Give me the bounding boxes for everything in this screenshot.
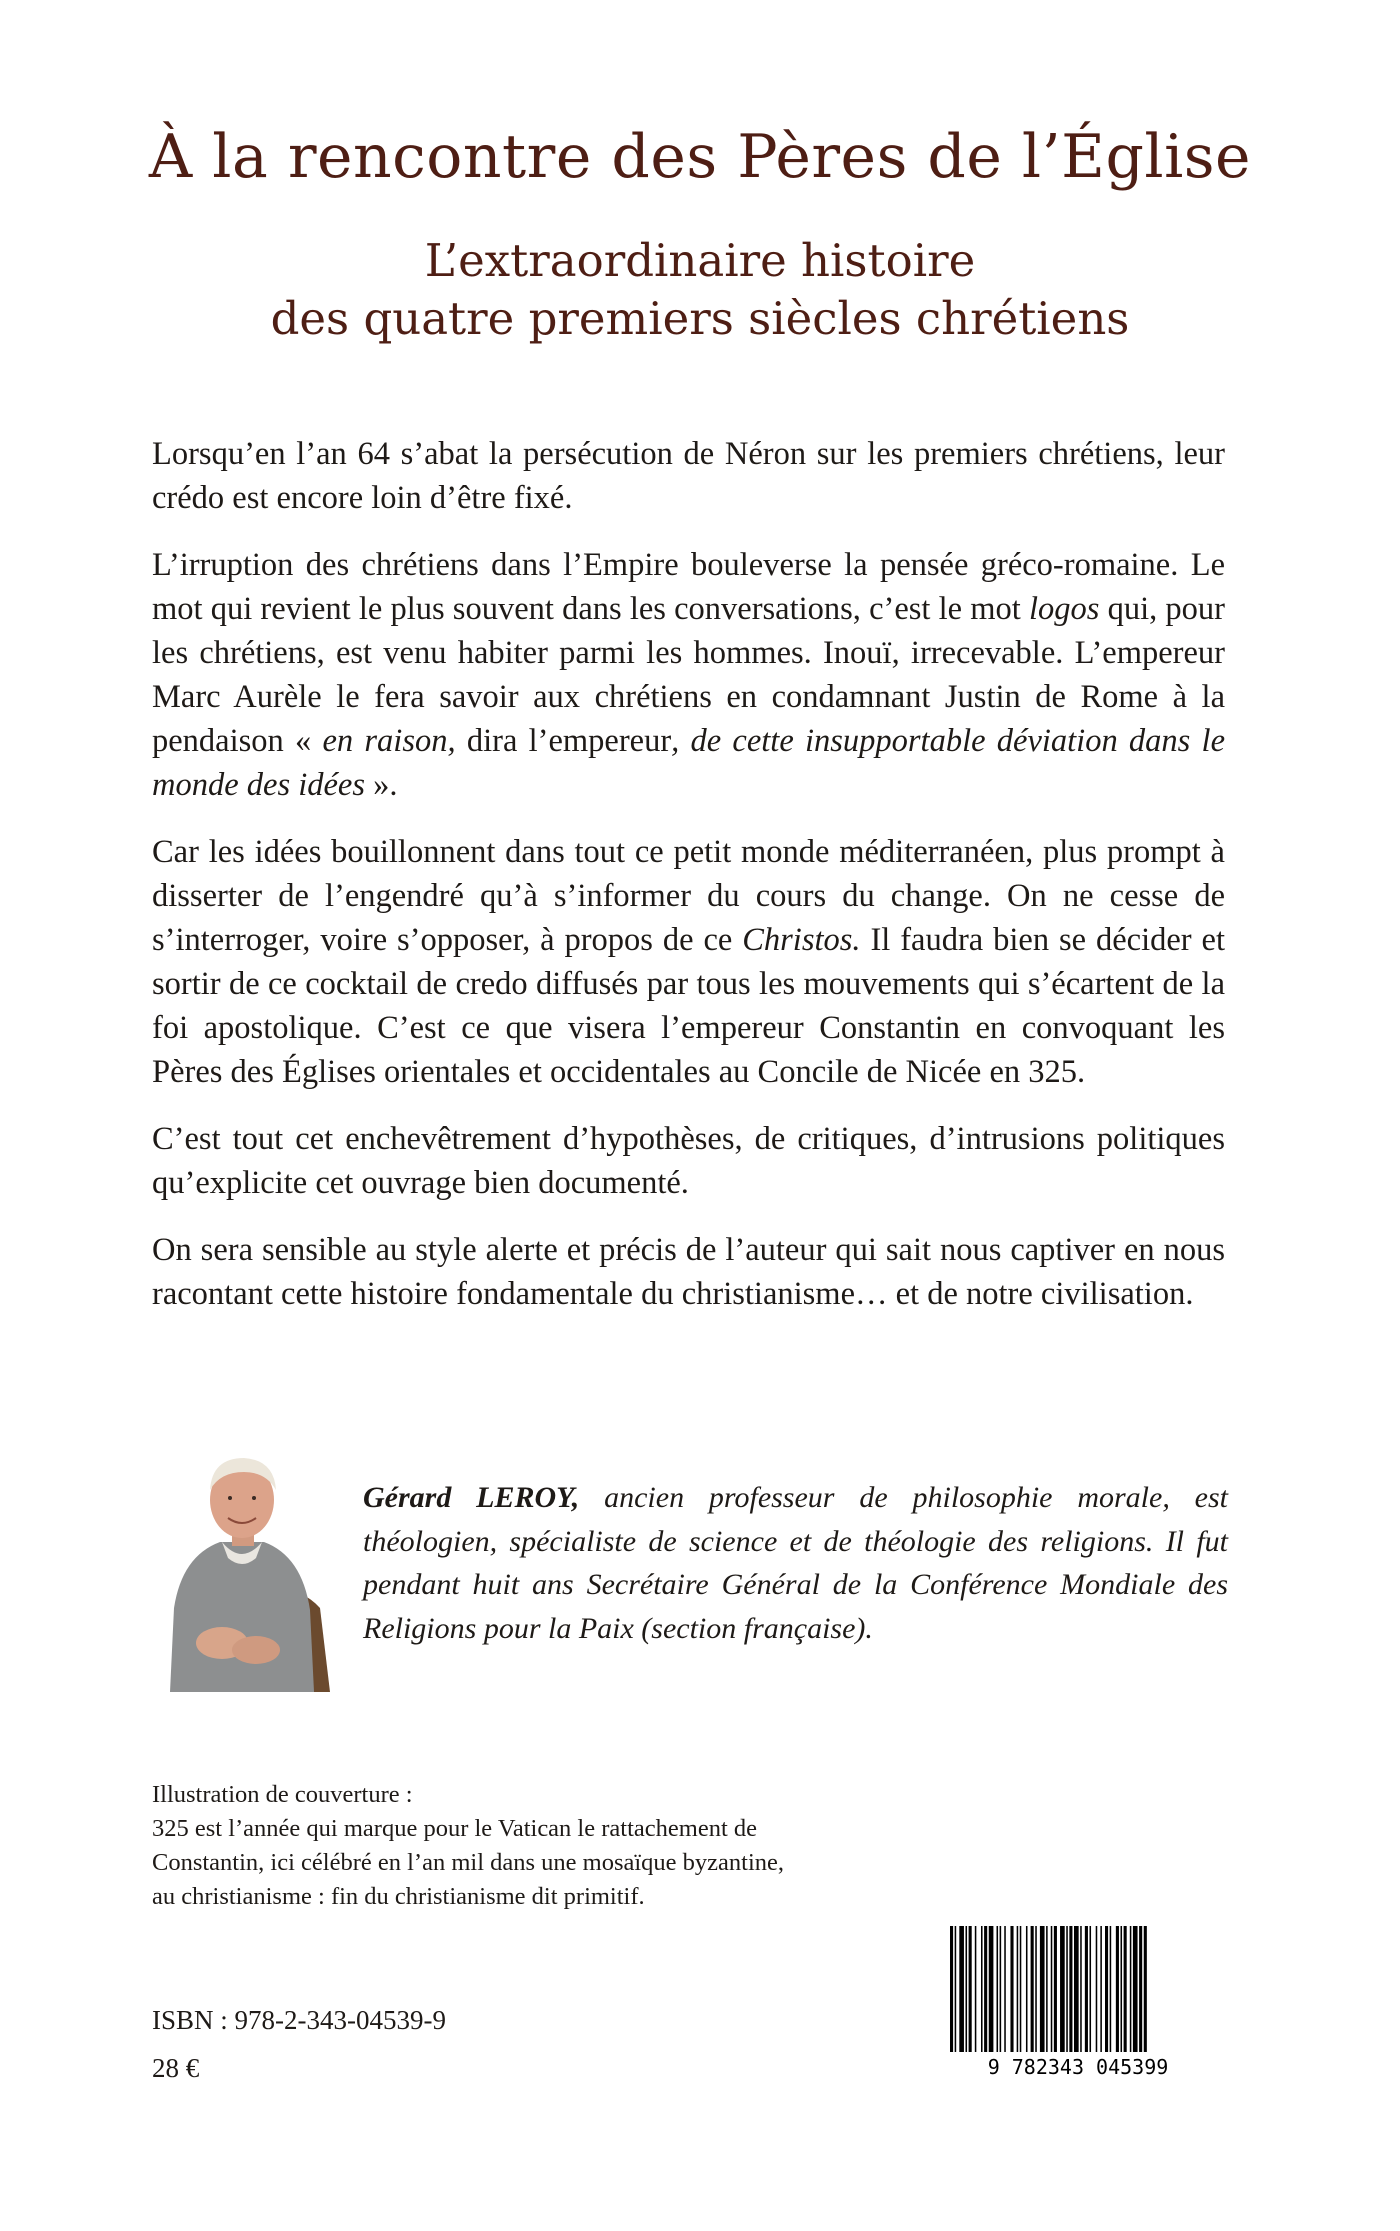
barcode-bar <box>966 1926 968 2052</box>
barcode-bar <box>1000 1926 1002 2052</box>
barcode-bar <box>1139 1926 1142 2052</box>
barcode-bar <box>1080 1926 1082 2052</box>
p2-part-c: dira l’empereur <box>455 723 672 759</box>
barcode-bar <box>1017 1926 1019 2052</box>
barcode-bar <box>997 1926 999 2052</box>
barcode-bar <box>1100 1926 1102 2052</box>
barcode-bar <box>955 1926 957 2052</box>
barcode-bar <box>1020 1926 1022 2052</box>
barcode-bar <box>1054 1926 1057 2052</box>
barcode-bar <box>1004 1926 1006 2052</box>
barcode-bar <box>1051 1926 1053 2052</box>
barcode-bar <box>1010 1926 1013 2052</box>
barcode-bar <box>1121 1926 1123 2052</box>
barcode-bar <box>989 1926 994 2052</box>
blurb-paragraph-5: On sera sensible au style alerte et précis de l’auteur qui sait nous captiver en nous racontant cette histoire fondamentale du christianisme… et de notre civilisation. <box>152 1232 1225 1312</box>
author-photo <box>152 1438 336 1692</box>
logos-term: logos <box>1028 591 1100 627</box>
p2-part-d: ». <box>365 767 398 803</box>
barcode-bar <box>1060 1926 1065 2052</box>
author-bio-text: ancien professeur de philosophie morale, est théologien, spécialiste de science et de théologie des religions. Il fut pendant huit ans Secrétaire Général de la Conférence Mondiale des Religions pour la Paix (section française). <box>363 1481 1228 1645</box>
subtitle-line-2: des quatre premiers siècles chrétiens <box>270 292 1130 345</box>
barcode-bar <box>1110 1926 1112 2052</box>
blurb-paragraph-1: Lorsqu’en l’an 64 s’abat la persécution de Néron sur les premiers chrétiens, leur crédo est encore loin d’être fixé. <box>152 436 1225 516</box>
barcode-bar <box>1096 1926 1098 2052</box>
barcode-bar <box>959 1926 964 2052</box>
isbn: ISBN : 978-2-343-04539-9 <box>152 2005 446 2035</box>
barcode-bar <box>1105 1926 1108 2052</box>
p2-part-b: qui, pour les chrétiens, est venu habiter parmi les hommes. Inouï, irrecevable. L’empereur Marc Aurèle le fera savoir aux chrétiens en condamnant Justin de Rome à la pendaison « <box>152 591 1225 759</box>
barcode-bar <box>1035 1926 1037 2052</box>
barcode <box>946 1924 1210 2080</box>
barcode-bar <box>1031 1926 1034 2052</box>
barcode-bar <box>981 1926 983 2052</box>
blurb-paragraph-4: C’est tout cet enchevêtrement d’hypothèses, de critiques, d’intrusions politiques qu’explicite cet ouvrage bien documenté. <box>152 1121 1225 1201</box>
barcode-bar <box>984 1926 987 2052</box>
barcode-bar <box>1116 1926 1119 2052</box>
barcode-bar <box>1085 1926 1088 2052</box>
blurb-paragraph-3 <box>152 830 1225 1094</box>
barcode-bar <box>1040 1926 1045 2052</box>
barcode-bar <box>950 1926 953 2052</box>
christos-term: Christos. <box>742 922 861 958</box>
subtitle-line-1: L’extraordinaire histoire <box>424 234 976 287</box>
barcode-bar <box>1133 1926 1138 2052</box>
barcode-bar <box>969 1926 972 2052</box>
barcode-bar <box>1074 1926 1079 2052</box>
author-name: Gérard LEROY, <box>363 1481 580 1514</box>
barcode-bar <box>1069 1926 1072 2052</box>
price: 28 € <box>152 2053 200 2083</box>
barcode-bar <box>1066 1926 1068 2052</box>
p3-part-a: Car les idées bouillonnent dans tout ce petit monde méditerranéen, plus prompt à disserter de l’engendré qu’à s’informer du cours du change. On ne cesse de s’interroger, voire s’opposer, à propos de ce <box>152 834 1225 958</box>
barcode-bar <box>975 1926 977 2052</box>
barcode-bar <box>1130 1926 1132 2052</box>
cover-illustration-note <box>152 1778 812 1914</box>
en-raison-term: en raison, <box>322 723 456 759</box>
blurb <box>152 432 1225 1339</box>
barcode-bar <box>1144 1926 1147 2052</box>
barcode-bar <box>1026 1926 1028 2052</box>
emperor-quote: , de cette insupportable déviation dans le monde des idées <box>152 723 1226 803</box>
book-subtitle <box>0 232 1400 348</box>
book-title: À la rencontre des Pères de l’Église <box>148 122 1252 192</box>
p3-part-b: Il faudra bien se décider et sortir de ce cocktail de credo diffusés par tous les mouvements qui s’écartent de la foi apostolique. C’est ce que visera l’empereur Constantin en convoquant les Pères des Églises orientales et occidentales au Concile de Nicée en 325. <box>152 922 1225 1090</box>
illustration-label: Illustration de couverture : <box>152 1781 413 1808</box>
blurb-paragraph-2 <box>152 543 1225 807</box>
barcode-bar <box>1124 1926 1127 2052</box>
author-bio <box>363 1476 1228 1650</box>
p2-part-a: L’irruption des chrétiens dans l’Empire bouleverse la pensée gréco-romaine. Le mot qui revient le plus souvent dans les conversations, c’est le mot <box>152 547 1225 627</box>
barcode-bar <box>1090 1926 1092 2052</box>
barcode-bar <box>1046 1926 1048 2052</box>
barcode-digits: 9 782343 045399 <box>987 2055 1169 2079</box>
illustration-text: 325 est l’année qui marque pour le Vatican le rattachement de Constantin, ici célébré en l’an mil dans une mosaïque byzantine, au christianisme : fin du christianisme dit primitif. <box>152 1815 785 1910</box>
